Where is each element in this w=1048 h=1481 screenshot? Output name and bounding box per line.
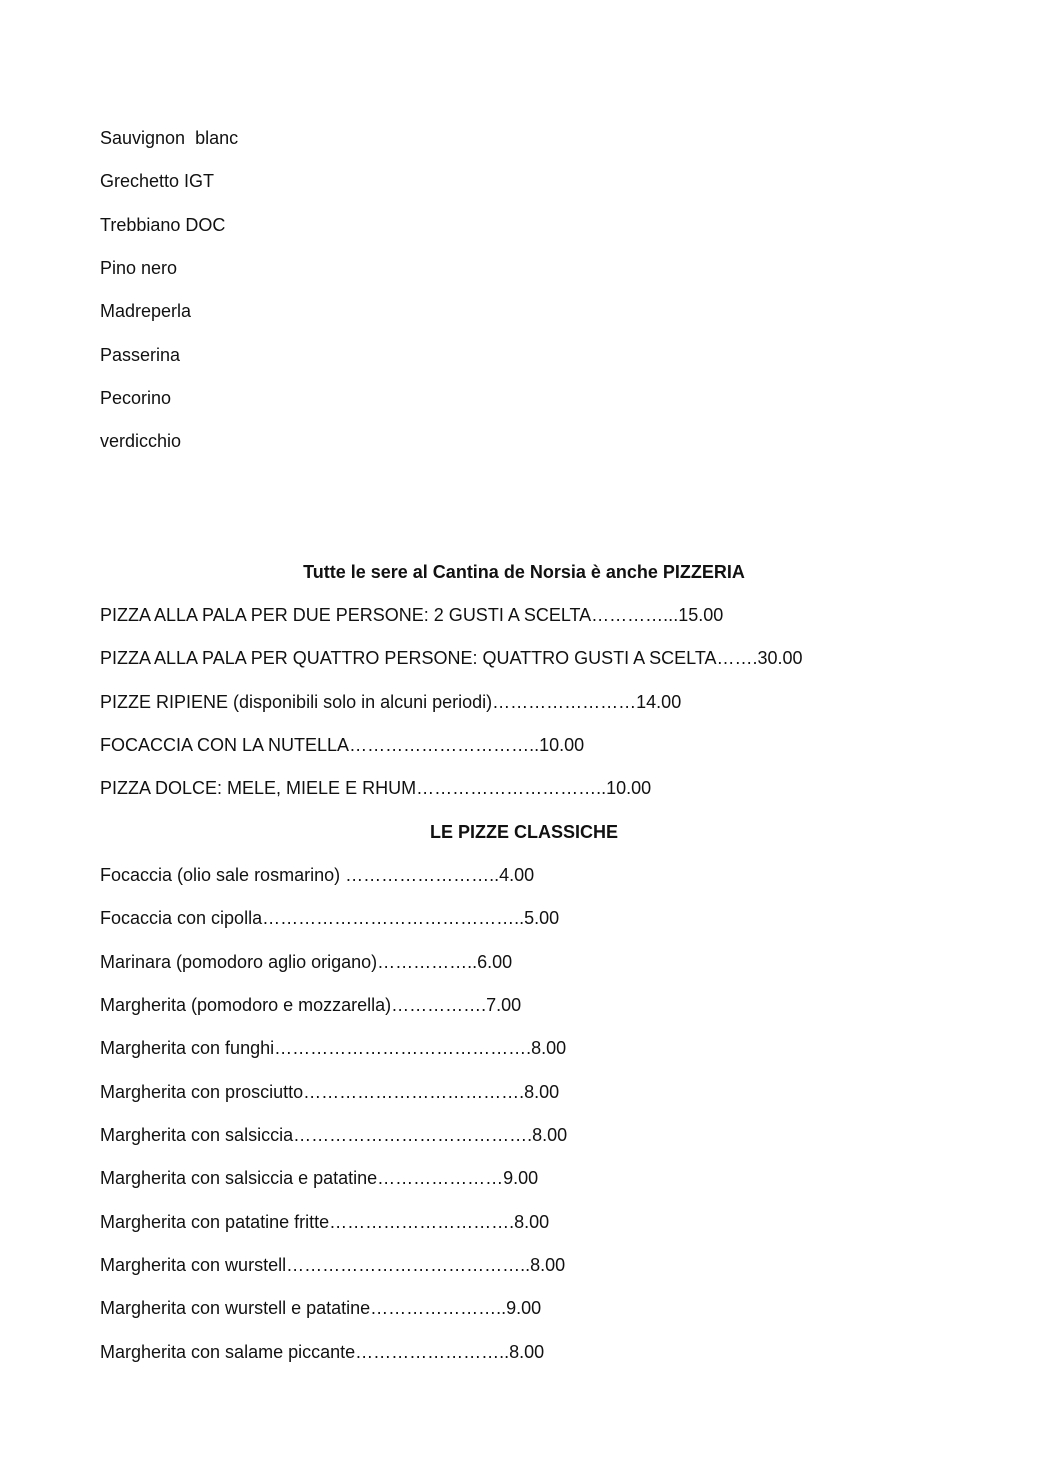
classiche-item: Margherita con wurstell e patatine…………………..9.00 <box>100 1298 542 1318</box>
pizzeria-item: FOCACCIA CON LA NUTELLA…………………………..10.00 <box>100 735 585 755</box>
wine-item: Trebbiano DOC <box>100 215 226 235</box>
classiche-item: Focaccia (olio sale rosmarino) ……………………..4.00 <box>100 865 535 885</box>
classiche-item: Focaccia con cipolla……………………………………..5.00 <box>100 908 560 928</box>
wine-item: Grechetto IGT <box>100 171 215 191</box>
wine-item: verdicchio <box>100 431 182 451</box>
classiche-heading: LE PIZZE CLASSICHE <box>429 822 618 842</box>
classiche-item: Margherita con salsiccia e patatine…………………9.00 <box>100 1168 539 1188</box>
wine-item: Pecorino <box>100 388 172 408</box>
classiche-item: Margherita con wurstell…………………………………..8.00 <box>100 1255 566 1275</box>
pizzeria-heading: Tutte le sere al Cantina de Norsia è anche PIZZERIA <box>303 562 745 582</box>
classiche-item: Margherita con salsiccia………………………………….8.00 <box>100 1125 568 1145</box>
pizzeria-item: PIZZA DOLCE: MELE, MIELE E RHUM…………………………..10.00 <box>100 778 652 798</box>
pizzeria-item: PIZZE RIPIENE (disponibili solo in alcuni periodi)……………………14.00 <box>100 692 682 712</box>
classiche-item: Margherita con salame piccante……………………..8.00 <box>100 1342 545 1362</box>
pizzeria-item: PIZZA ALLA PALA PER DUE PERSONE: 2 GUSTI A SCELTA…………...15.00 <box>100 605 724 625</box>
wine-item: Sauvignon blanc <box>100 128 239 148</box>
wine-item: Madreperla <box>100 301 192 321</box>
classiche-item: Margherita con patatine fritte………………………….8.00 <box>100 1212 550 1232</box>
pizzeria-item: PIZZA ALLA PALA PER QUATTRO PERSONE: QUATTRO GUSTI A SCELTA…….30.00 <box>100 648 803 668</box>
classiche-item: Margherita (pomodoro e mozzarella)…………….7.00 <box>100 995 522 1015</box>
classiche-item: Margherita con funghi…………………………………….8.00 <box>100 1038 567 1058</box>
classiche-item: Margherita con prosciutto……………………………….8.00 <box>100 1082 560 1102</box>
wine-item: Pino nero <box>100 258 178 278</box>
classiche-item: Marinara (pomodoro aglio origano)……………..6.00 <box>100 952 513 972</box>
wine-item: Passerina <box>100 345 181 365</box>
